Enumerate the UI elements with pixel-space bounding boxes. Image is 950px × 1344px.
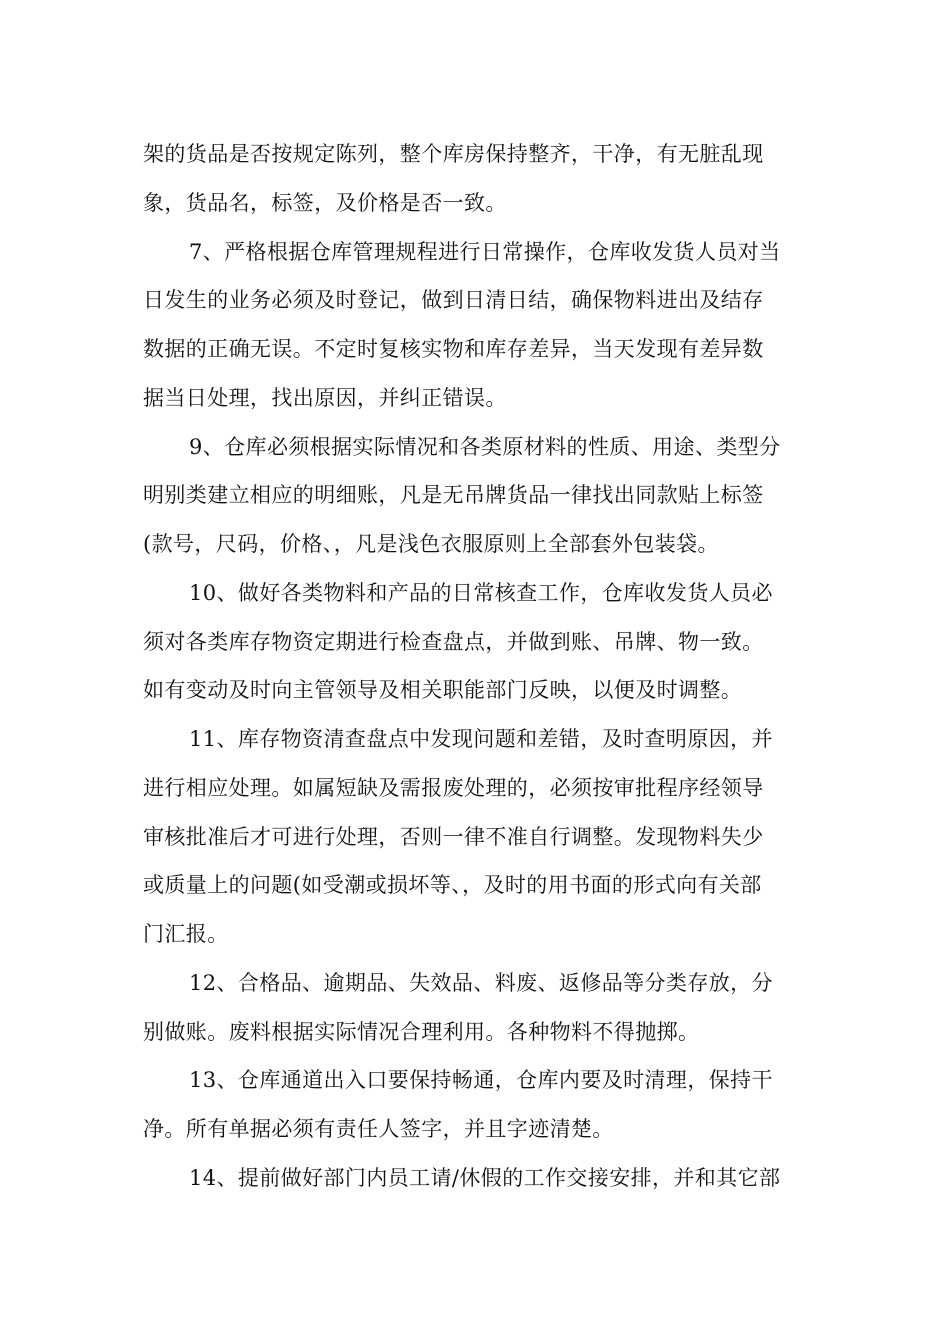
text-line: 审核批准后才可进行处理，否则一律不准自行调整。发现物料失少 bbox=[143, 824, 764, 849]
text-line: 如有变动及时向主管领导及相关职能部门反映，以便及时调整。 bbox=[143, 678, 743, 703]
text-line: 门汇报。 bbox=[143, 922, 229, 946]
text-line: 明别类建立相应的明细账，凡是无吊牌货品一律找出同款贴上标签 bbox=[143, 483, 764, 508]
text-line: 进行相应处理。如属短缺及需报废处理的，必须按审批程序经领导 bbox=[143, 775, 764, 800]
text-line: 日发生的业务必须及时登记，做到日清日结，确保物料进出及结存 bbox=[143, 288, 764, 313]
text-line: 须对各类库存物资定期进行检查盘点，并做到账、吊牌、物一致。 bbox=[143, 629, 764, 654]
paragraph-start-line: 7、严格根据仓库管理规程进行日常操作，仓库收发货人员对当 bbox=[189, 239, 781, 264]
paragraph-start-line: 13、仓库通道出入口要保持畅通，仓库内要及时清理，保持干 bbox=[189, 1068, 773, 1093]
text-line: 数据的正确无误。不定时复核实物和库存差异，当天发现有差异数 bbox=[143, 337, 764, 361]
text-line: 据当日处理，找出原因，并纠正错误。 bbox=[143, 385, 507, 410]
text-line: (款号，尺码，价格、，凡是浅色衣服原则上全部套外包装袋。 bbox=[143, 532, 719, 556]
paragraph-start-line: 12、合格品、逾期品、失效品、料废、返修品等分类存放，分 bbox=[189, 970, 773, 995]
text-line: 架的货品是否按规定陈列，整个库房保持整齐，干净，有无脏乱现 bbox=[143, 142, 764, 166]
paragraph-start-line: 10、做好各类物料和产品的日常核查工作，仓库收发货人员必 bbox=[189, 580, 773, 605]
text-line: 别做账。废料根据实际情况合理利用。各种物料不得抛掷。 bbox=[143, 1019, 700, 1044]
text-line: 象，货品名，标签，及价格是否一致。 bbox=[143, 190, 507, 215]
paragraph-start-line: 11、库存物资清查盘点中发现问题和差错，及时查明原因，并 bbox=[189, 727, 773, 751]
document-body bbox=[143, 130, 813, 1203]
paragraph-start-line: 9、仓库必须根据实际情况和各类原材料的性质、用途、类型分 bbox=[189, 434, 781, 459]
paragraph-start-line: 14、提前做好部门内员工请/休假的工作交接安排，并和其它部 bbox=[189, 1165, 781, 1190]
text-line: 净。所有单据必须有责任人签字，并且字迹清楚。 bbox=[143, 1117, 614, 1141]
text-line: 或质量上的问题(如受潮或损坏等、，及时的用书面的形式向有关部 bbox=[143, 873, 762, 898]
